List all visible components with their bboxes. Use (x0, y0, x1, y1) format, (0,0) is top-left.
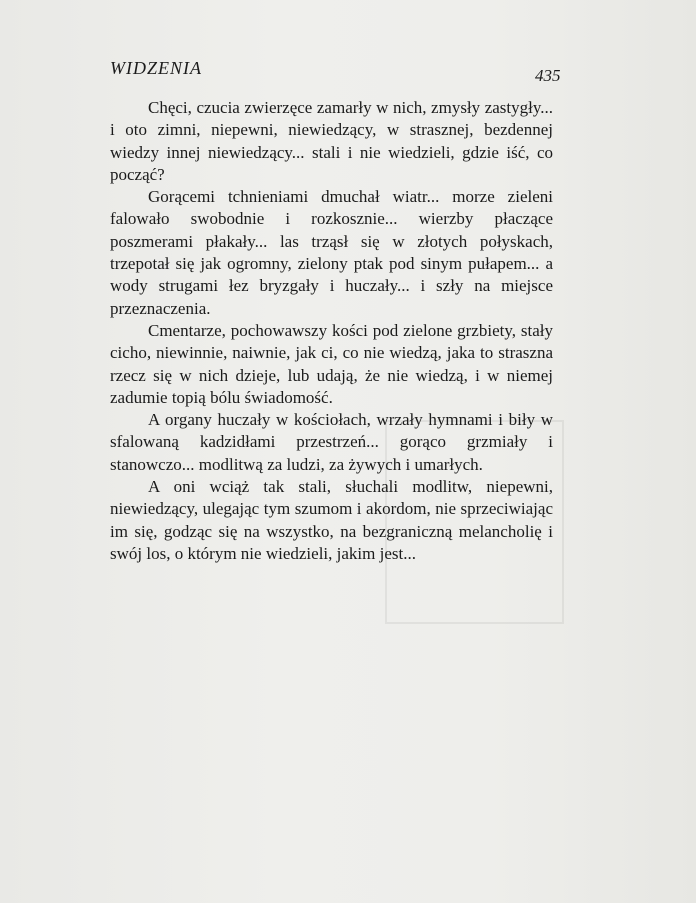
paragraph-4: A organy huczały w kościołach, wrzały hymnami i biły w sfalowaną kadzidłami przestrzeń... gorąco grzmiały i stanowczo... modlitwą za ludzi, za żywych i umarłych. (110, 410, 553, 474)
page-number: 435 (535, 66, 561, 85)
paragraph-2: Gorącemi tchnieniami dmuchał wiatr... morze zieleni falowało swobodnie i rozkosznie... wierzby płaczące poszmerami płakały... las trząsł się w złotych połyskach, trzepotał się jak ogromny, zielony ptak pod sinym pułapem... a wody strugami łez bryzgały i huczały... i szły na miejsce przeznaczenia. (110, 187, 553, 318)
paragraph-5: A oni wciąż tak stali, słuchali modlitw, niepewni, niewiedzący, ulegając tym szumom i akordom, nie sprzeciwiając im się, godząc się na wszystko, na bezgraniczną melancholię i swój los, o którym nie wiedzieli, jakim jest... (110, 477, 553, 563)
body-text (110, 97, 553, 565)
paragraph-3: Cmentarze, pochowawszy kości pod zielone grzbiety, stały cicho, niewinnie, naiwnie, jak ci, co nie wiedzą, jaka to straszna rzecz się w nich dzieje, lub udają, że nie wiedzą, i w niemej zadumie topią bólu świadomość. (110, 320, 553, 407)
paragraph-1: Chęci, czucia zwierzęce zamarły w nich, zmysły zastygły... i oto zimni, niepewni, niewiedzący, w strasznej, bezdennej wiedzy innej niewiedzący... stali i nie wiedzieli, gdzie iść, co począć? (110, 98, 553, 184)
page-header (110, 58, 561, 88)
running-title: WIDZENIA (110, 58, 202, 78)
